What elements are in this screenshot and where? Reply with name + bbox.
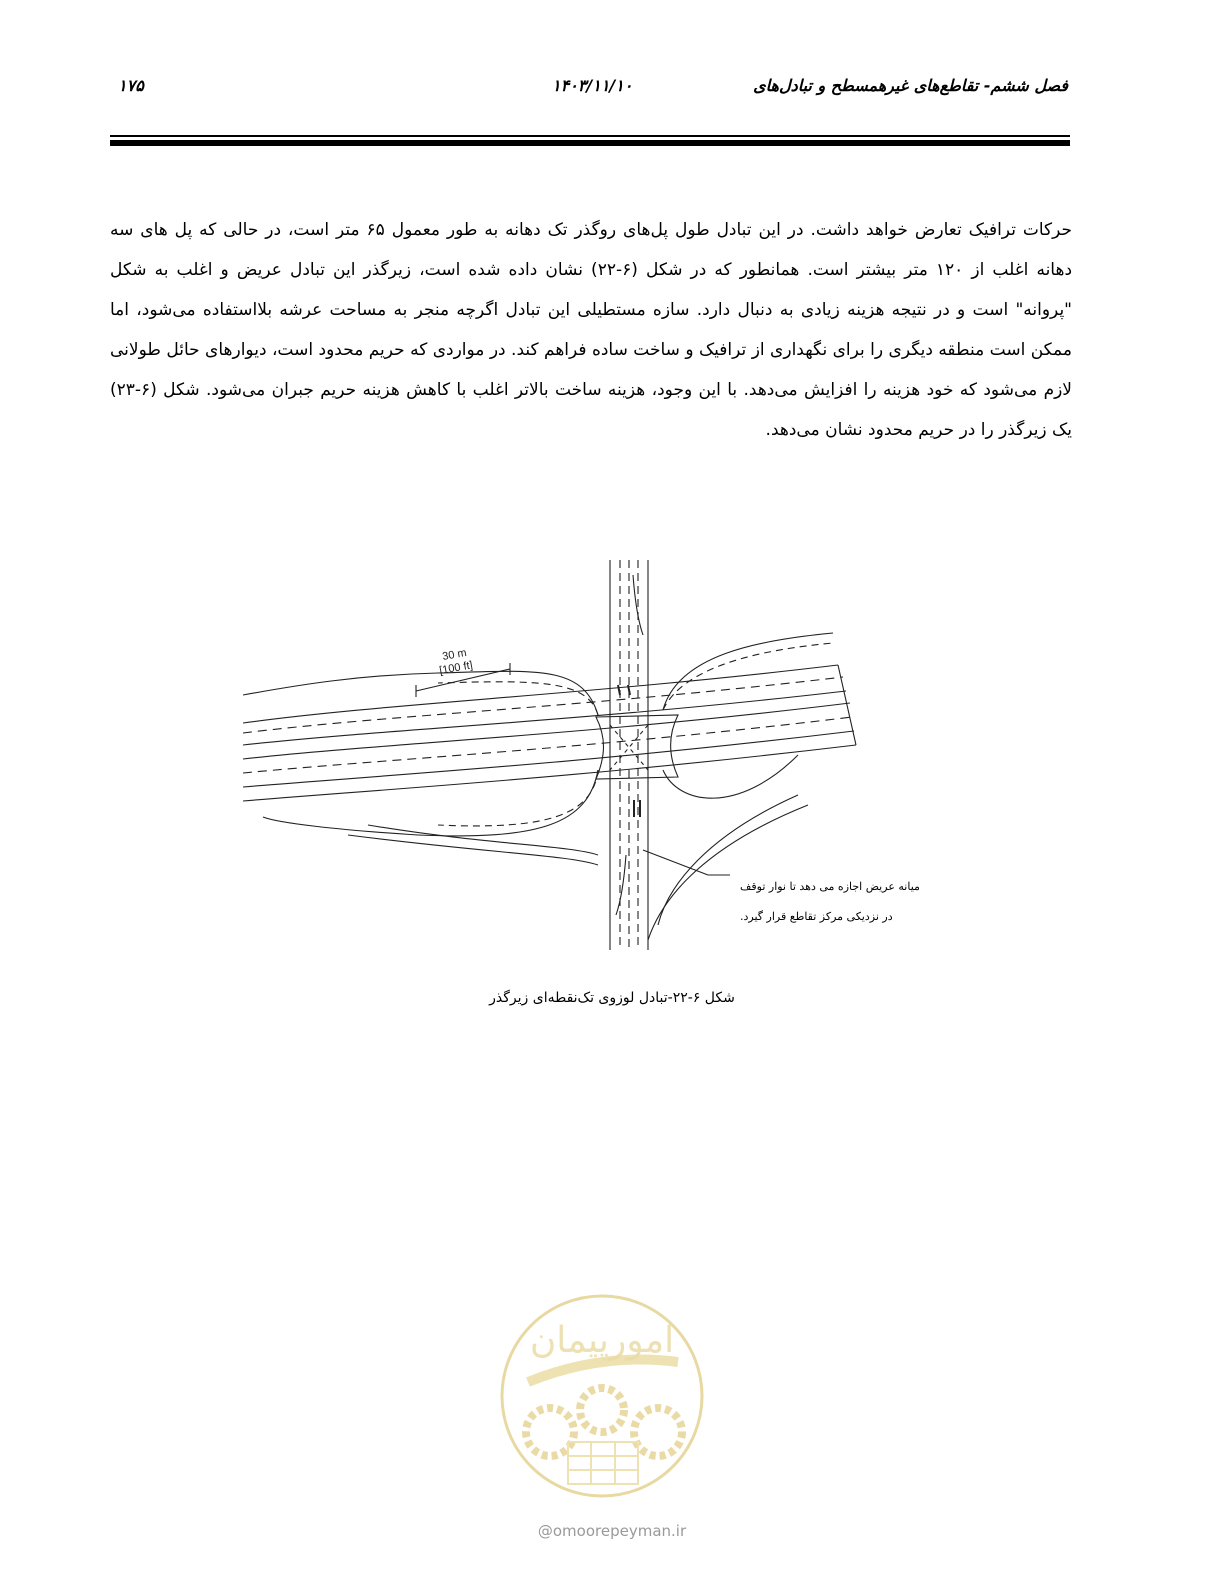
body-paragraph: حرکات ترافیک تعارض خواهد داشت. در این تبادل طول پل‌های روگذر تک دهانه به طور معمول ۶۵ متر است، در حالی که پل های سه دهانه اغلب از ۱۲۰ متر بیشتر است. همانطور که در شکل (۶-۲۲) نشان داده شده است، زیرگذر این تبادل عریض و اغلب به شکل "پروانه" است و در نتیجه هزینه زیادی به دنبال دارد. سازه مستطیلی این تبادل اگرچه منجر به مساحت عرشه بلااستفاده می‌شود، اما ممکن است منطقه دیگری را برای نگهداری از ترافیک و ساخت ساده فراهم کند. در مواردی که حریم محدود است، دیوارهای حائل طولانی لازم می‌شود که خود هزینه را افزایش می‌دهد. با این وجود، هزینه ساخت بالاتر اغلب با کاهش هزینه حریم جبران می‌شود. شکل (۶-۲۳) یک زیرگذر را در حریم محدود نشان می‌دهد.	[110, 220, 1073, 440]
callout-line-1: میانه عریض اجازه می دهد تا نوار توقف	[740, 880, 920, 893]
header-rule-thick	[110, 140, 1070, 146]
dimension-imperial: [100 ft]	[438, 659, 474, 677]
watermark-logo-text: امورپیمان	[529, 1320, 675, 1361]
callout-leader	[643, 850, 708, 875]
interchange-diagram	[238, 555, 938, 955]
callout-line-2: در نزدیکی مرکز تقاطع قرار گیرد.	[740, 910, 893, 923]
chapter-title: فصل ششم- تقاطع‌های غیرهمسطح و تبادل‌های	[753, 76, 1068, 95]
dimension-metric: 30 m	[441, 646, 468, 663]
freeway-lanes	[243, 665, 856, 801]
body-text	[110, 210, 1072, 450]
header-date: ۱۴۰۳/۱۱/۱۰	[552, 76, 633, 95]
ramps	[243, 633, 833, 940]
header-rule-thin	[110, 135, 1070, 137]
watermark-logo	[498, 1292, 706, 1500]
figure-caption: شکل ۶-۲۲-تبادل لوزوی تک‌نقطه‌ای زیرگذر	[489, 990, 735, 1006]
page-number: ۱۷۵	[118, 76, 144, 95]
watermark-url: @omoorepeyman.ir	[537, 1522, 687, 1540]
